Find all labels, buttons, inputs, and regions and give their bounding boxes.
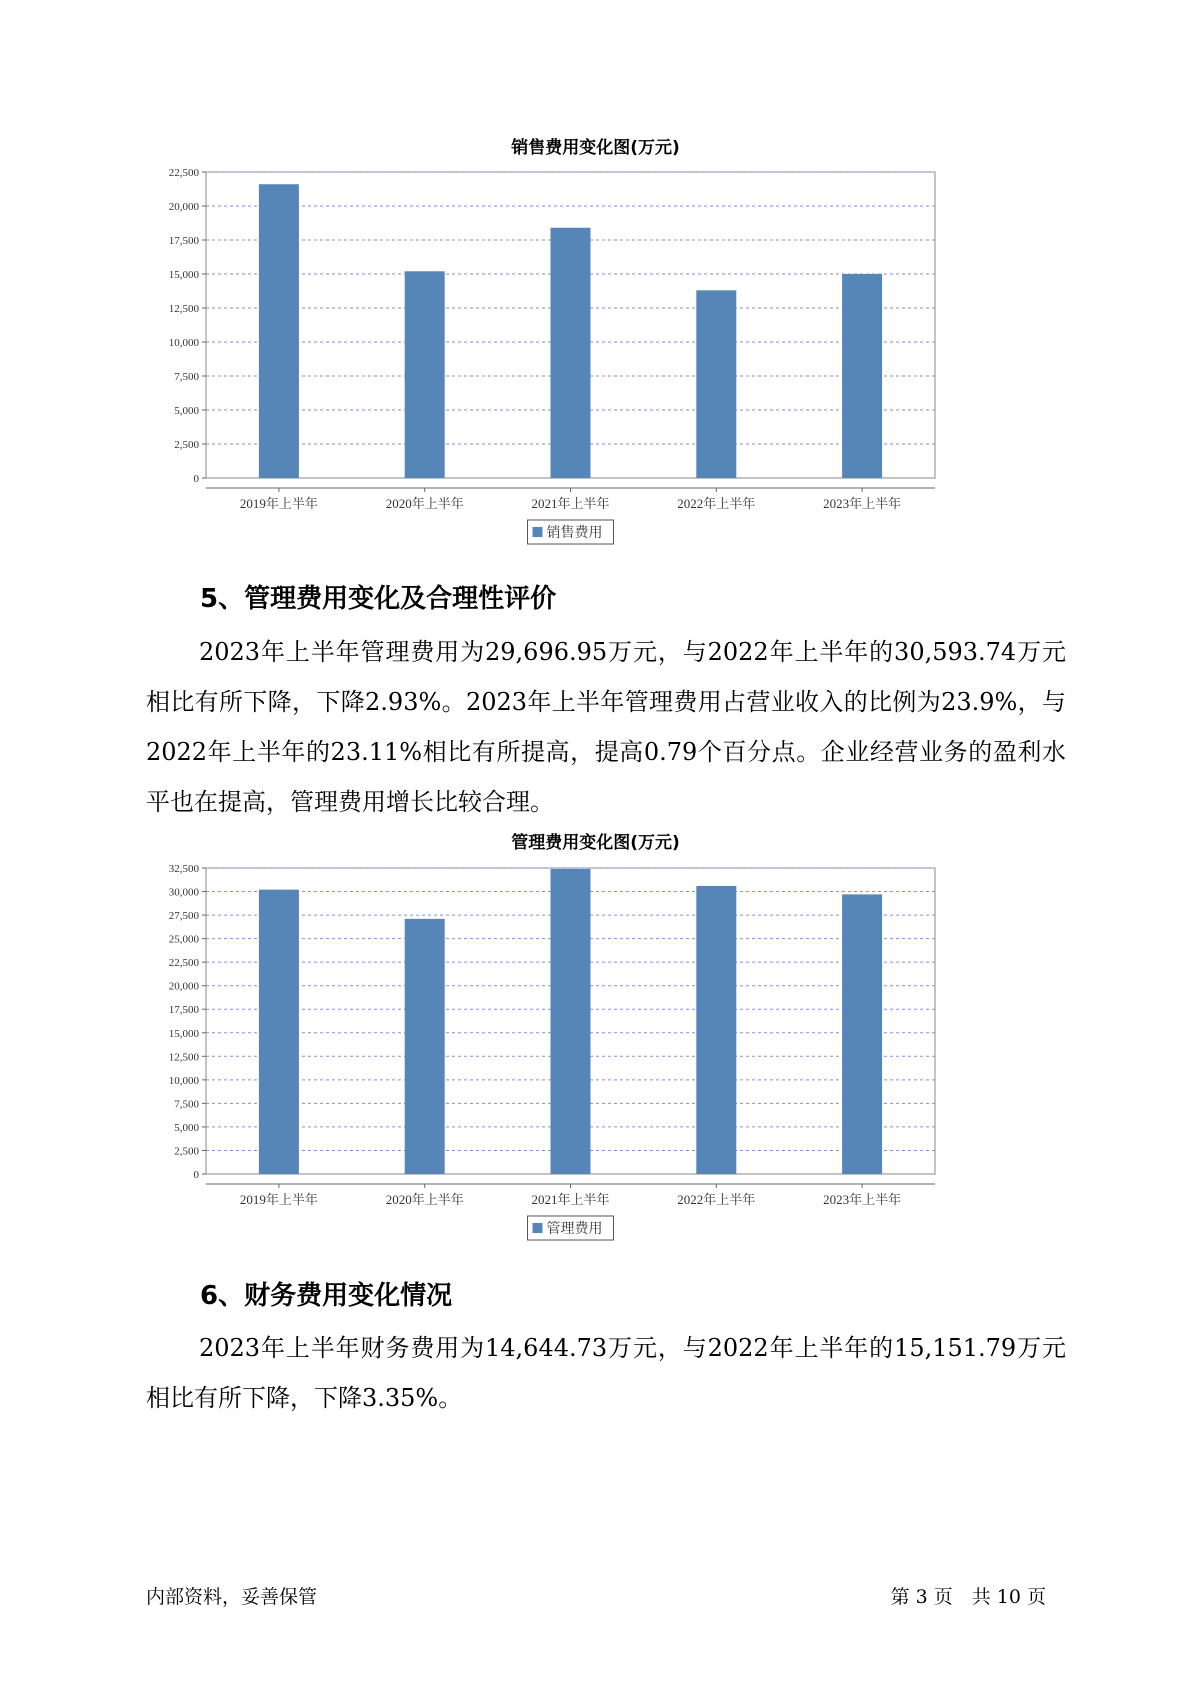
bar: [259, 184, 299, 478]
y-tick-label: 32,500: [168, 863, 199, 875]
y-tick-label: 5,000: [174, 1121, 199, 1134]
y-tick-label: 30,000: [168, 886, 199, 899]
x-tick-label: 2021年上半年: [531, 496, 610, 511]
footer-page-number: 第 3 页 共 10 页: [890, 1586, 1046, 1608]
bar: [551, 869, 591, 1174]
x-tick-label: 2021年上半年: [531, 1192, 610, 1207]
y-tick-label: 17,500: [168, 235, 199, 247]
y-tick-label: 12,500: [168, 1051, 199, 1064]
y-tick-label: 27,500: [168, 910, 199, 923]
admin-expense-chart: [150, 856, 1050, 1246]
y-tick-label: 0: [193, 473, 199, 485]
legend-label: 销售费用: [546, 525, 603, 541]
y-tick-label: 2,500: [174, 1145, 199, 1158]
bar: [405, 919, 445, 1174]
x-tick-label: 2022年上半年: [677, 496, 756, 511]
y-tick-label: 0: [193, 1169, 199, 1181]
section-6-paragraph: 2023年上半年财务费用为14,644.73万元，与2022年上半年的15,151.79万元相比有所下降，下降3.35%。: [146, 1334, 1066, 1412]
y-tick-label: 5,000: [174, 405, 199, 417]
y-tick-label: 22,500: [168, 957, 199, 970]
y-tick-label: 10,000: [168, 1074, 199, 1087]
y-tick-label: 15,000: [168, 269, 199, 281]
x-tick-label: 2019年上半年: [239, 496, 318, 511]
x-tick-label: 2023年上半年: [823, 1192, 902, 1207]
y-tick-label: 22,500: [168, 167, 199, 179]
y-tick-label: 20,000: [168, 201, 199, 213]
legend: [528, 1216, 614, 1240]
bar: [259, 890, 299, 1174]
y-tick-label: 7,500: [174, 371, 199, 383]
y-tick-label: 12,500: [168, 303, 199, 315]
section-5-heading: 5、管理费用变化及合理性评价: [200, 584, 557, 614]
bar: [842, 274, 882, 478]
y-tick-label: 17,500: [168, 1004, 199, 1017]
x-tick-label: 2022年上半年: [677, 1192, 756, 1207]
admin-expense-chart-svg: [150, 856, 1050, 1246]
section-6-heading: 6、财务费用变化情况: [200, 1281, 453, 1311]
legend: [528, 520, 614, 544]
legend-label: 管理费用: [546, 1221, 603, 1237]
section-5-paragraph: 2023年上半年管理费用为29,696.95万元，与2022年上半年的30,593.74万元相比有所下降，下降2.93%。2023年上半年管理费用占营业收入的比例为23.9%，与2022年上半年的23.11%相比有所提高，提高0.79个百分点。企业经营业务的盈利水平也在提高，管理费用增长比较合理。: [146, 638, 1066, 816]
legend-swatch: [533, 1223, 543, 1233]
y-tick-label: 20,000: [168, 980, 199, 993]
x-tick-label: 2019年上半年: [239, 1192, 318, 1207]
chart1-title: 销售费用变化图(万元): [511, 138, 680, 158]
x-tick-label: 2020年上半年: [385, 496, 464, 511]
bar: [405, 271, 445, 478]
bar: [842, 894, 882, 1174]
chart2-title: 管理费用变化图(万元): [511, 833, 680, 853]
x-tick-label: 2020年上半年: [385, 1192, 464, 1207]
bar: [551, 228, 591, 478]
x-tick-label: 2023年上半年: [823, 496, 902, 511]
y-tick-label: 7,500: [174, 1098, 199, 1111]
y-tick-label: 15,000: [168, 1027, 199, 1040]
y-tick-label: 2,500: [174, 439, 199, 451]
bar: [696, 290, 736, 478]
bar: [696, 886, 736, 1174]
y-tick-label: 25,000: [168, 933, 199, 946]
sales-expense-chart-svg: [150, 160, 1050, 550]
legend-swatch: [533, 527, 543, 537]
y-tick-label: 10,000: [168, 337, 199, 349]
footer-confidential-note: 内部资料，妥善保管: [146, 1586, 318, 1608]
sales-expense-chart: [150, 160, 1050, 550]
